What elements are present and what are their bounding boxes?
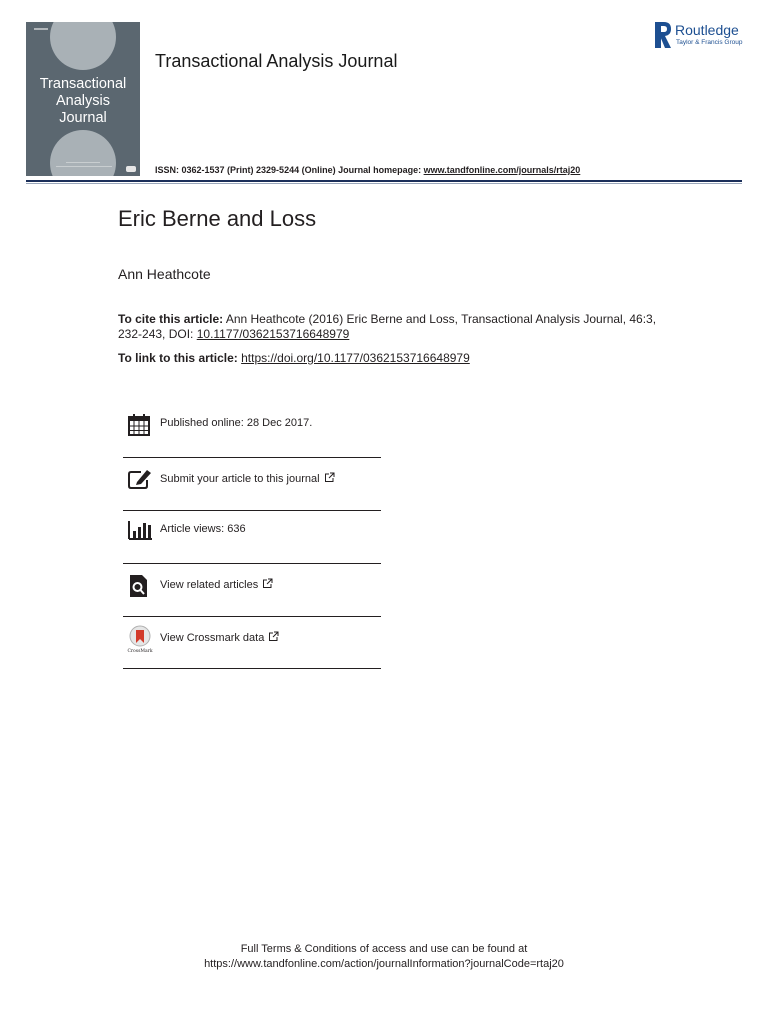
cover-circle xyxy=(50,130,116,176)
cover-publisher-mark xyxy=(126,166,136,172)
cite-label: To cite this article: xyxy=(118,312,224,326)
external-link-icon xyxy=(324,472,335,483)
external-link-icon xyxy=(262,578,273,589)
header-rule xyxy=(26,180,742,182)
edit-icon xyxy=(127,468,153,492)
cover-detail xyxy=(66,162,100,163)
bar-chart-icon xyxy=(127,519,153,543)
submit-article-row[interactable] xyxy=(123,460,381,500)
cover-circle xyxy=(50,22,116,70)
cite-text: Ann Heathcote (2016) Eric Berne and Loss, Transactional Analysis Journal, 46:3, 232-243, DOI: xyxy=(118,312,657,341)
link-label: To link to this article: xyxy=(118,351,242,365)
cite-doi-link[interactable]: 10.1177/0362153716648979 xyxy=(196,326,350,341)
journal-homepage-link[interactable]: www.tandfonline.com/journals/rtaj20 xyxy=(423,165,581,175)
journal-title: Transactional Analysis Journal xyxy=(155,51,398,71)
submit-article-link[interactable]: Submit your article to this journal xyxy=(160,472,335,485)
published-date: Published online: 28 Dec 2017. xyxy=(160,417,313,429)
crossmark-row[interactable] xyxy=(123,619,381,659)
calendar-icon xyxy=(127,413,153,437)
document-search-icon xyxy=(127,574,153,598)
external-link-icon xyxy=(268,631,279,642)
footer-terms-link[interactable]: https://www.tandfonline.com/action/journalInformation?journalCode=rtaj20 xyxy=(204,958,564,970)
article-doi-link[interactable]: https://doi.org/10.1177/0362153716648979 xyxy=(241,351,470,365)
journal-cover-image xyxy=(26,22,140,176)
divider xyxy=(123,668,381,669)
issn-text: ISSN: 0362-1537 (Print) 2329-5244 (Online) Journal homepage: xyxy=(155,165,424,175)
citation xyxy=(118,312,658,341)
divider xyxy=(123,616,381,617)
issn-line xyxy=(155,165,580,175)
article-author: Ann Heathcote xyxy=(118,266,211,282)
footer-line-1: Full Terms & Conditions of access and use can be found at xyxy=(240,943,528,955)
publisher-subtitle: Taylor & Francis Group xyxy=(676,39,743,46)
cover-detail xyxy=(34,28,48,30)
cover-title: Transactional Analysis Journal xyxy=(39,76,127,126)
article-title: Eric Berne and Loss xyxy=(118,206,317,231)
routledge-logo[interactable] xyxy=(654,20,754,50)
related-articles-row[interactable] xyxy=(123,566,381,606)
related-articles-link[interactable]: View related articles xyxy=(160,578,273,591)
article-views-row xyxy=(123,511,381,551)
article-link xyxy=(118,351,470,365)
cover-detail xyxy=(56,166,112,167)
routledge-r-icon xyxy=(654,21,672,49)
header-rule-thin xyxy=(26,183,742,184)
divider xyxy=(123,563,381,564)
article-views: Article views: 636 xyxy=(160,523,246,535)
divider xyxy=(123,457,381,458)
crossmark-label: CrossMark xyxy=(127,649,153,653)
footer-terms xyxy=(0,942,768,972)
publisher-name: Routledge xyxy=(675,22,739,38)
crossmark-link[interactable]: View Crossmark data xyxy=(160,631,279,644)
crossmark-icon xyxy=(127,625,153,653)
published-row xyxy=(123,405,381,445)
